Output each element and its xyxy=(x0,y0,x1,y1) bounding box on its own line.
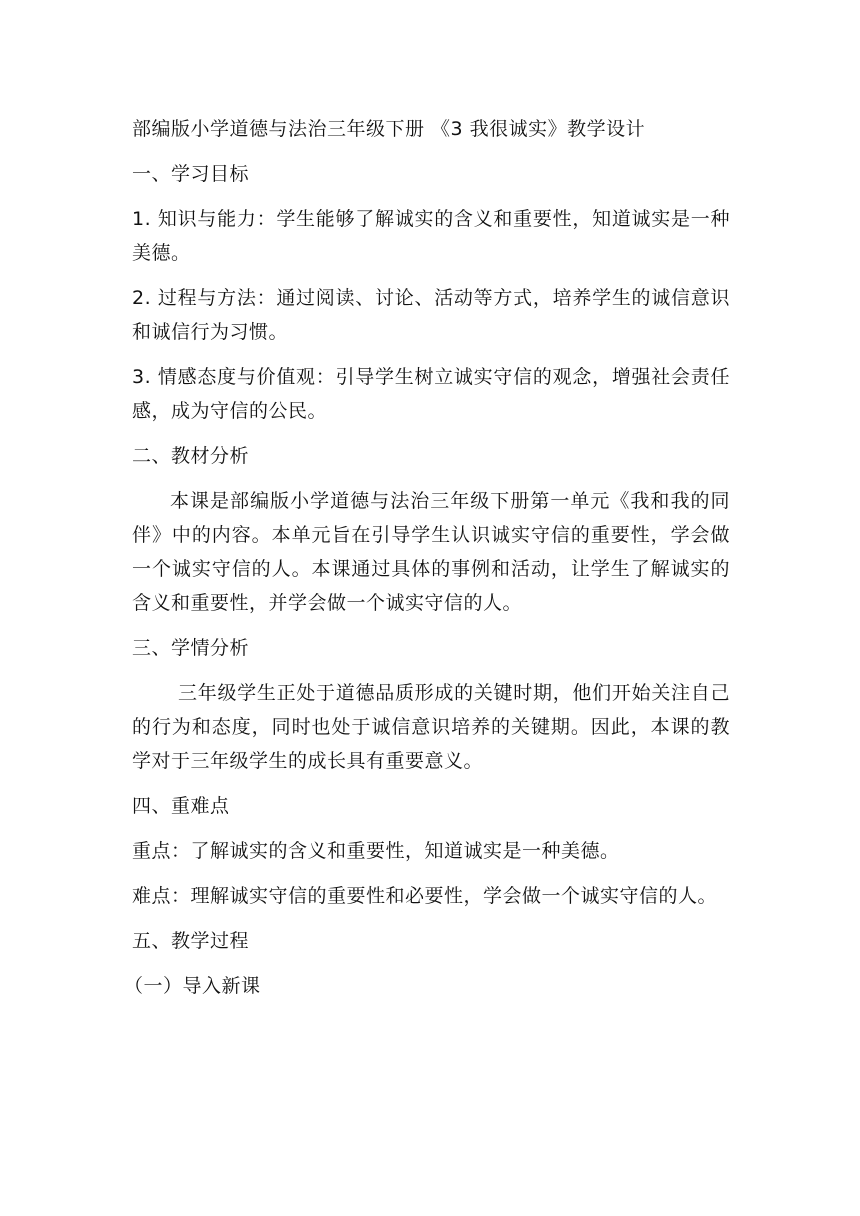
key-point-text: 重点：了解诚实的含义和重要性，知道诚实是一种美德。 xyxy=(132,840,620,862)
section-heading-key-points: 四、重难点 xyxy=(132,795,230,817)
goal-knowledge-ability: 1. 知识与能力：学生能够了解诚实的含义和重要性，知道诚实是一种美德。 xyxy=(132,208,730,264)
material-analysis-text: 本课是部编版小学道德与法治三年级下册第一单元《我和我的同伴》中的内容。本单元旨在引导学生认识诚实守信的重要性，学会做一个诚实守信的人。本课通过具体的事例和活动，让学生了解诚实的含义和重要性，并学会做一个诚实守信的人。 xyxy=(132,490,730,614)
subsection-heading-intro: （一）导入新课 xyxy=(124,975,261,997)
document-content xyxy=(124,112,730,1003)
difficult-point-text: 难点：理解诚实守信的重要性和必要性，学会做一个诚实守信的人。 xyxy=(132,885,718,907)
learner-analysis-text: 三年级学生正处于道德品质形成的关键时期，他们开始关注自己的行为和态度，同时也处于诚信意识培养的关键期。因此，本课的教学对于三年级学生的成长具有重要意义。 xyxy=(132,682,730,772)
section-heading-learner: 三、学情分析 xyxy=(132,637,250,659)
section-heading-process: 五、教学过程 xyxy=(132,930,250,952)
document-title: 部编版小学道德与法治三年级下册 《3 我很诚实》教学设计 xyxy=(132,118,646,140)
goal-emotion-values: 3. 情感态度与价值观：引导学生树立诚实守信的观念，增强社会责任感，成为守信的公民。 xyxy=(132,366,730,422)
goal-process-method: 2. 过程与方法：通过阅读、讨论、活动等方式，培养学生的诚信意识和诚信行为习惯。 xyxy=(132,287,730,343)
section-heading-goals: 一、学习目标 xyxy=(132,163,250,185)
section-heading-material: 二、教材分析 xyxy=(132,445,250,467)
